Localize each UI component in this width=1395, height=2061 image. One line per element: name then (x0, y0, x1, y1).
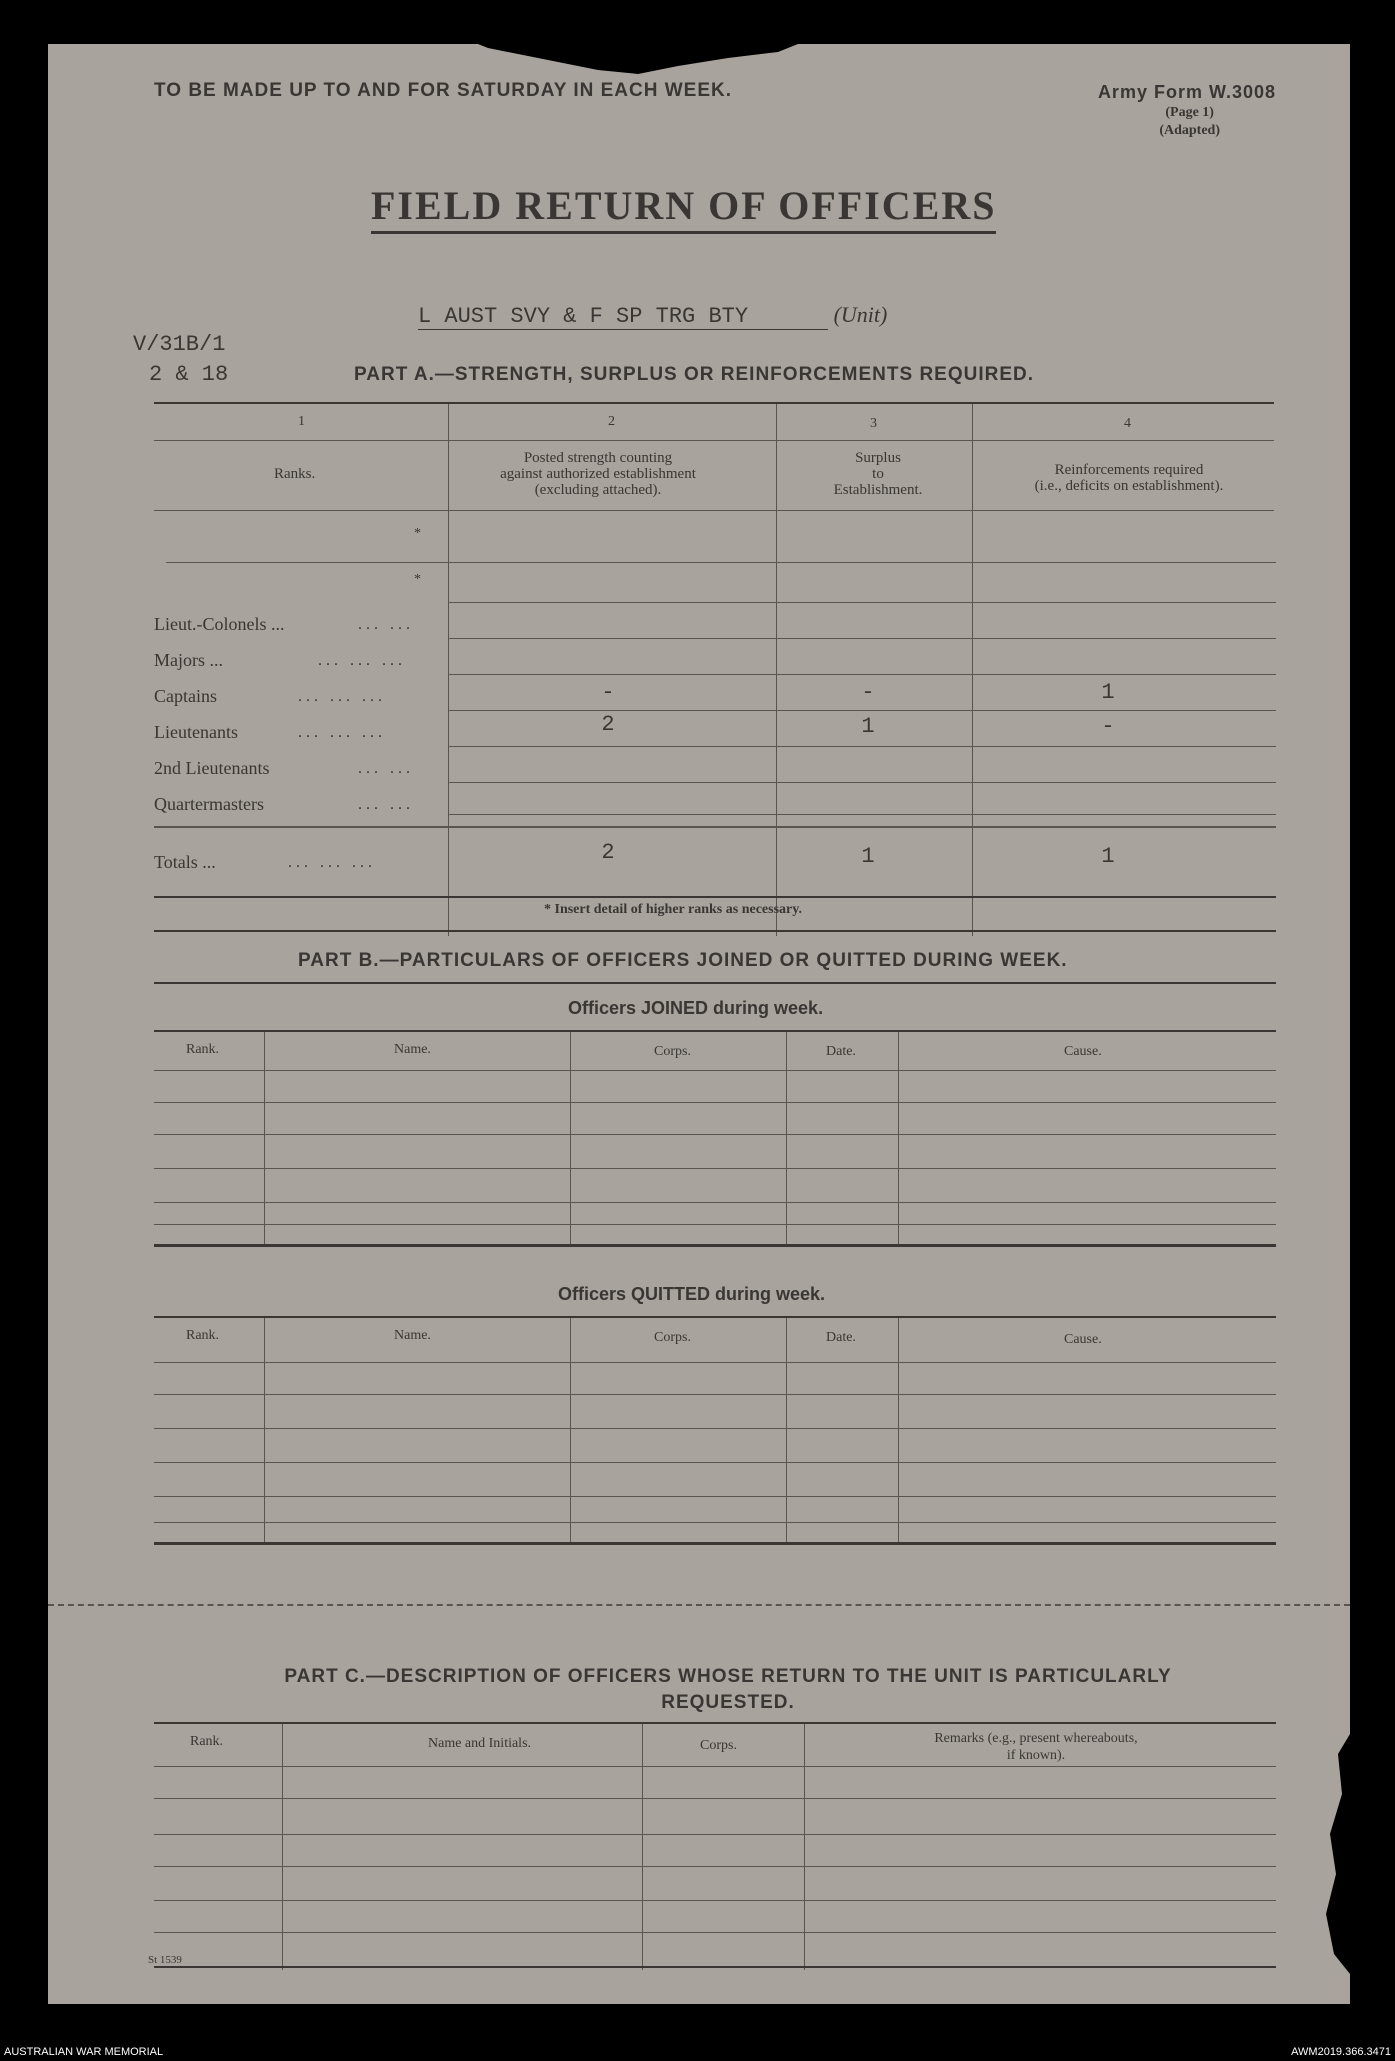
part-b-heading: PART B.—PARTICULARS OF OFFICERS JOINED OR QUITTED DURING WEEK. (298, 950, 1068, 971)
part-c-heading: PART C.—DESCRIPTION OF OFFICERS WHOSE RETURN TO THE UNIT IS PARTICULARLY REQUESTED. (284, 1666, 1172, 1713)
torn-edge (478, 44, 798, 78)
part-a-footnote: * Insert detail of higher ranks as necessary. (544, 902, 802, 917)
quitted-col-name: Name. (394, 1328, 431, 1343)
perforation-line (48, 1604, 1350, 1606)
joined-col-corps: Corps. (654, 1044, 691, 1059)
col-ranks-header: Ranks. (274, 466, 316, 482)
quitted-heading: Officers QUITTED during week. (558, 1284, 826, 1304)
joined-heading: Officers JOINED during week. (568, 998, 824, 1018)
unit-line (418, 302, 887, 329)
captains-reinforcements: 1 (1101, 680, 1115, 705)
quitted-col-cause: Cause. (1064, 1332, 1102, 1347)
star-marker-2: * (414, 572, 421, 587)
unit-typed-value: L AUST SVY & F SP TRG BTY (418, 304, 828, 330)
torn-right-edge (1320, 1734, 1350, 1974)
joined-col-rank: Rank. (186, 1042, 220, 1057)
totals-surplus: 1 (861, 844, 875, 869)
col-posted-header: Posted strength counting against authorized establishment (excluding attached). (500, 450, 696, 498)
partc-col-corps: Corps. (700, 1738, 737, 1753)
captains-surplus: - (861, 680, 875, 705)
form-sheet: TO BE MADE UP TO AND FOR SATURDAY IN EACH WEEK. Army Form W.3008 (Page 1) (Adapted) FIELD RETURN OF OFFICERS L AUST SVY & F SP TRG BTY (Unit) V/31B/1 2 & 18 PART A.—STRENGTH, SURPLUS OR REINFORCEMENTS REQUIRED. 1 2 3 4 Ranks. Posted strength counting against authorized establishment (excluding attached). Surplus to Establishment. Reinforcements required (i.e., deficits on establishment). * * Lieut.-Colonels ... ... ... Majors ... ... ... ... Captains ... ... ... - - 1 Lieutenants ... ... ... 2 1 - 2nd Lieutenants ... ... Quartermasters ... ... Totals ... ... ... ... 2 1 1 * Insert detail of higher ranks as necessary. PART B.—PARTICULARS OF OFFICERS JOINED OR QUITTED DURING WEEK. Officers JOINED during week. Rank. Name. Corps. Date. Cause. Officers QUITTED during week. Rank. Name. Corps. Date. Cause. PART C.—DESCRIPTION OF OFFICERS WHOSE RETURN TO THE UNIT IS PARTICULARLY REQUESTED. Rank. Name and Initials. Corps. Remarks (e.g., present whereabouts, if known). St 1539 (48, 44, 1350, 2004)
unit-label: (Unit) (833, 302, 888, 327)
col-reinforcements-header: Reinforcements required (i.e., deficits on establishment). (1034, 462, 1224, 494)
stock-number: St 1539 (148, 1954, 182, 1966)
totals-reinforcements: 1 (1101, 844, 1115, 869)
lieutenants-posted: 2 (601, 712, 615, 737)
partc-col-name: Name and Initials. (428, 1736, 532, 1751)
rank-lieutenants: Lieutenants (154, 722, 238, 742)
col-surplus-header: Surplus to Establishment. (833, 450, 923, 498)
form-subtitle: (Page 1) (Adapted) (1159, 105, 1220, 138)
form-title: FIELD RETURN OF OFFICERS (371, 182, 996, 234)
totals-label: Totals ... (154, 852, 216, 872)
reference-number: V/31B/1 2 & 18 (133, 332, 229, 387)
rank-captains: Captains (154, 686, 217, 706)
partc-col-rank: Rank. (190, 1734, 224, 1749)
star-marker-1: * (414, 526, 421, 541)
captains-posted: - (601, 680, 615, 705)
col-number-4: 4 (1124, 416, 1131, 431)
quitted-col-rank: Rank. (186, 1328, 220, 1343)
rank-quartermasters: Quartermasters (154, 794, 264, 814)
weekly-instruction: TO BE MADE UP TO AND FOR SATURDAY IN EACH WEEK. (154, 80, 732, 101)
col-number-2: 2 (608, 414, 615, 429)
joined-col-name: Name. (394, 1042, 431, 1057)
joined-col-date: Date. (826, 1044, 856, 1059)
archive-accession: AWM2019.366.3471 (1291, 2046, 1391, 2058)
form-number: Army Form W.3008 (1097, 82, 1276, 102)
col-number-3: 3 (870, 416, 877, 431)
partc-col-remarks: Remarks (e.g., present whereabouts, if known). (934, 1731, 1138, 1763)
lieutenants-surplus: 1 (861, 714, 875, 739)
rank-lieut-colonels: Lieut.-Colonels ... (154, 614, 285, 634)
archive-credit: AUSTRALIAN WAR MEMORIAL (4, 2046, 164, 2058)
quitted-col-corps: Corps. (654, 1330, 691, 1345)
lieutenants-reinforcements: - (1101, 714, 1115, 739)
rank-2nd-lieutenants: 2nd Lieutenants (154, 758, 270, 778)
part-a-heading: PART A.—STRENGTH, SURPLUS OR REINFORCEMENTS REQUIRED. (354, 364, 1035, 385)
rank-majors: Majors ... (154, 650, 223, 670)
col-number-1: 1 (298, 414, 305, 429)
totals-posted: 2 (601, 840, 615, 865)
quitted-col-date: Date. (826, 1330, 856, 1345)
joined-col-cause: Cause. (1064, 1044, 1102, 1059)
